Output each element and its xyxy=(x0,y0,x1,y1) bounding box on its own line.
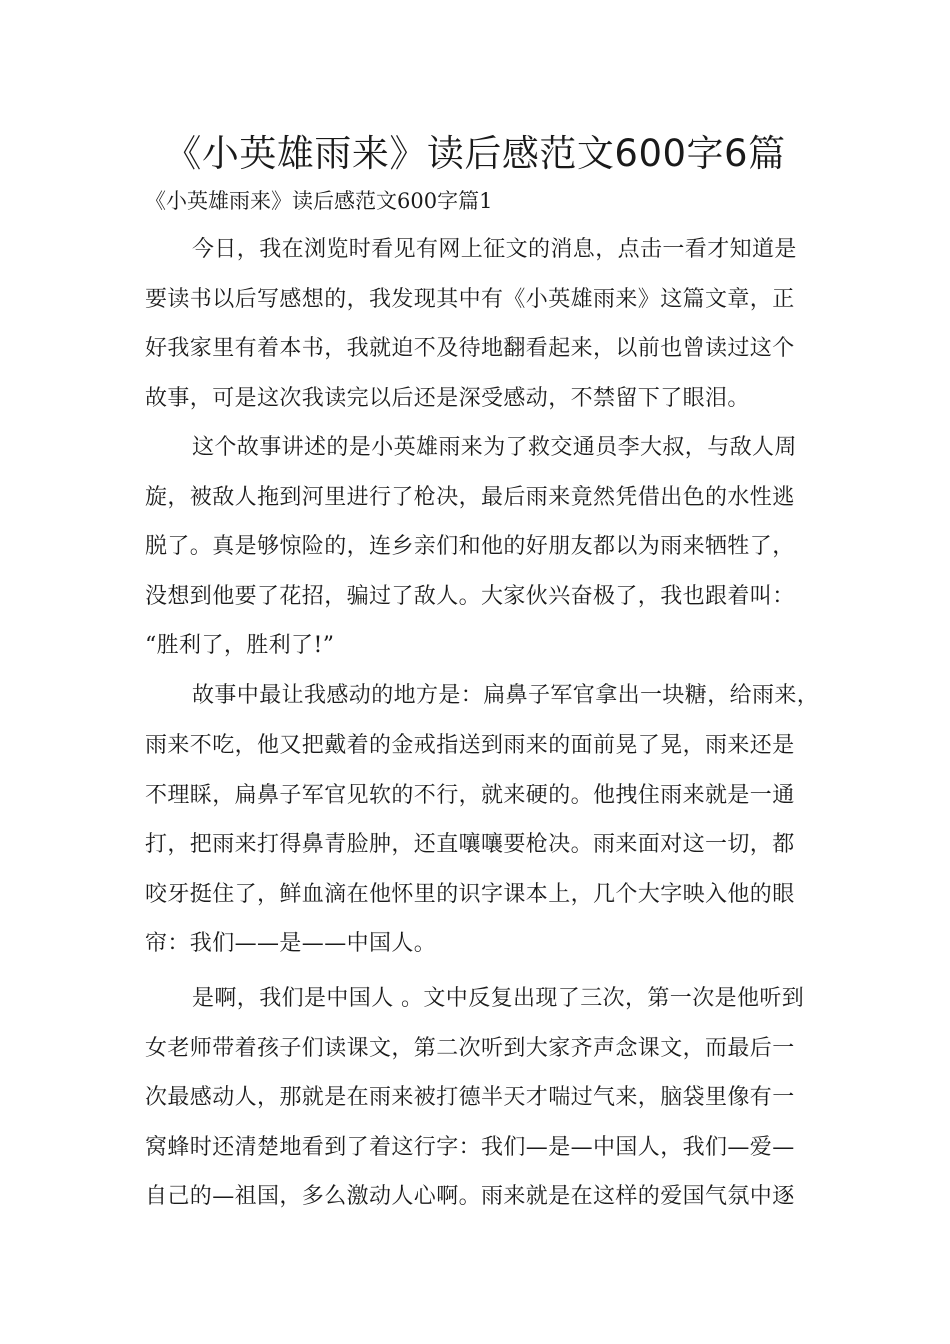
text-line: 自己的—祖国，多么激动人心啊。雨来就是在这样的爱国气氛中逐 xyxy=(145,1184,795,1209)
text-line: 次最感动人，那就是在雨来被打德半天才喘过气来，脑袋里像有一 xyxy=(145,1085,795,1110)
text-line: 旋，被敌人拖到河里进行了枪决，最后雨来竟然凭借出色的水性逃 xyxy=(145,485,795,510)
text-line: 窝蜂时还清楚地看到了着这行字：我们—是—中国人，我们—爱— xyxy=(145,1135,795,1160)
text-line: 没想到他要了花招，骗过了敌人。大家伙兴奋极了，我也跟着叫： xyxy=(145,584,795,609)
text-line: “胜利了，胜利了!” xyxy=(145,633,335,658)
text-line: 故事，可是这次我读完以后还是深受感动，不禁留下了眼泪。 xyxy=(145,386,750,411)
text-line: 帘：我们——是——中国人。 xyxy=(145,931,437,956)
text-line: 女老师带着孩子们读课文，第二次听到大家齐声念课文，而最后一 xyxy=(145,1036,795,1061)
section-heading: 《小英雄雨来》读后感范文600字篇1 xyxy=(145,189,493,213)
text-line: 雨来不吃，他又把戴着的金戒指送到雨来的面前晃了晃，雨来还是 xyxy=(145,733,795,758)
text-line: 脱了。真是够惊险的，连乡亲们和他的好朋友都以为雨来牺牲了， xyxy=(145,534,795,559)
text-line: 不理睬，扁鼻子军官见软的不行，就来硬的。他拽住雨来就是一通 xyxy=(145,783,795,808)
text-line: 故事中最让我感动的地方是：扁鼻子军官拿出一块糖，给雨来， xyxy=(192,683,820,708)
text-line: 打，把雨来打得鼻青脸肿，还直嚷嚷要枪决。雨来面对这一切，都 xyxy=(145,832,795,857)
text-line: 是啊，我们是中国人 。文中反复出现了三次，第一次是他听到 xyxy=(192,986,805,1011)
document-title: 《小英雄雨来》读后感范文600字6篇 xyxy=(164,132,786,175)
text-line: 咬牙挺住了，鲜血滴在他怀里的识字课本上，几个大字映入他的眼 xyxy=(145,882,795,907)
text-line: 今日，我在浏览时看见有网上征文的消息，点击一看才知道是 xyxy=(192,237,797,262)
text-line: 要读书以后写感想的，我发现其中有《小英雄雨来》这篇文章，正 xyxy=(145,287,795,312)
text-line: 好我家里有着本书，我就迫不及待地翻看起来，以前也曾读过这个 xyxy=(145,336,795,361)
text-line: 这个故事讲述的是小英雄雨来为了救交通员李大叔，与敌人周 xyxy=(192,435,797,460)
